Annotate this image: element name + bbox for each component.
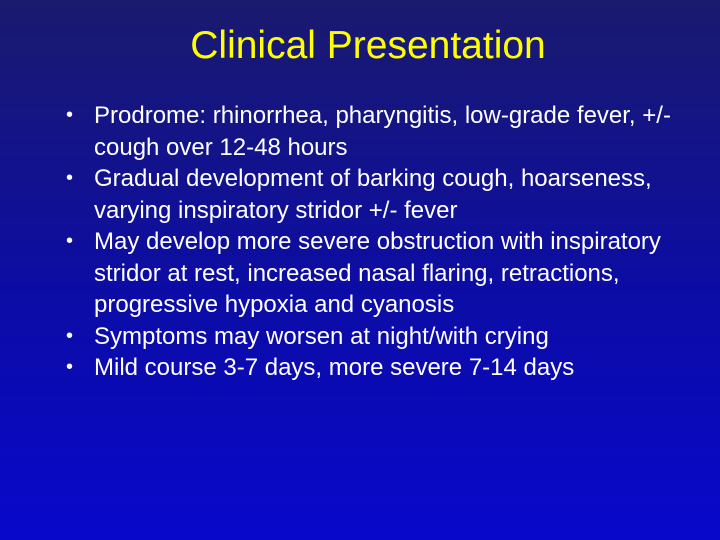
bullet-text: Gradual development of barking cough, hoarseness, varying inspiratory stridor +/- fever (94, 165, 652, 224)
bullet-icon: • (66, 104, 74, 126)
bullet-icon: • (66, 167, 74, 189)
bullet-list (66, 100, 706, 384)
bullet-icon: • (66, 324, 74, 347)
bullet-text: May develop more severe obstruction with inspiratory stridor at rest, increased nasal flaring, retractions, progressive hypoxia and cyanosis (94, 228, 661, 318)
bullet-item-prodrome (66, 100, 706, 163)
slide-title: Clinical Presentation (190, 24, 546, 67)
bullet-item-course-duration (66, 352, 706, 384)
bullet-text: Prodrome: rhinorrhea, pharyngitis, low-grade fever, +/- cough over 12-48 hours (94, 102, 671, 161)
bullet-text: Mild course 3-7 days, more severe 7-14 days (94, 354, 575, 381)
bullet-icon: • (66, 230, 74, 252)
bullet-item-gradual-development (66, 163, 706, 226)
bullet-item-symptoms-night (66, 321, 706, 353)
bullet-text: Symptoms may worsen at night/with crying (94, 322, 549, 350)
bullet-item-severe-obstruction (66, 226, 706, 321)
bullet-icon: • (66, 356, 74, 378)
